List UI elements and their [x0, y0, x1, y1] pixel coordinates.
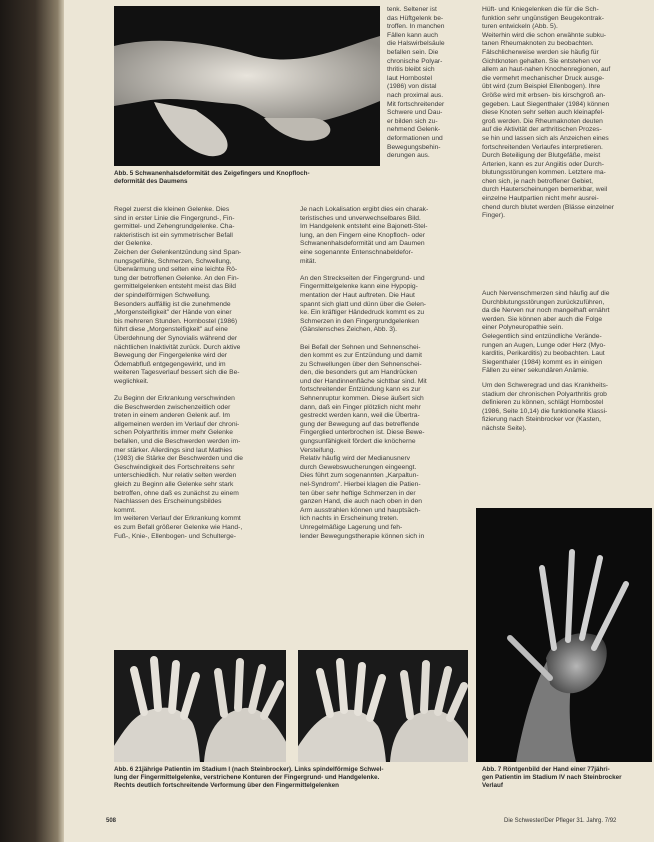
- figure-6-caption: Abb. 6 21jährige Patientin im Stadium I (nach Steinbrocker). Links spindelförmige Schwel- lung der Fingermittelgelenke, verstrichene Konturen der Fingergrund- und Handgelenke. Rechts deutlich fortschreitende Verformung über den Fingermittelgelenken: [114, 766, 384, 789]
- column-right-mid: Auch Nervenschmerzen sind häufig auf die Durchblutungsstörungen zurückzuführen, da die Nerven nur noch mangelhaft ernährt werden. Sie können aber auch die Folge einer Polyneuropathie sein. Gelegentlich sind entzündliche Verände- rungen an Augen, Lunge oder Herz (Myo- karditis, Perikarditis) zu beobachten. Laut Siegenthaler (1984) kommt es in einigen Fällen zu einer sekundären Anämie.: [482, 290, 610, 375]
- figure-5-photo: [114, 6, 380, 166]
- book-spine: [0, 0, 64, 842]
- figure-7-caption: Abb. 7 Röntgenbild der Hand einer 77jähri- gen Patientin im Stadium IV nach Steinbrocker Verlauf: [482, 766, 622, 789]
- figure-6-photo-right: [298, 650, 468, 762]
- column-mid-top: tenk. Seltener ist das Hüftgelenk be- troffen. In manchen Fällen kann auch die Halswirbelsäule befallen sein. Die chronische Polyar- thritis bleibt sich laut Hornbostel (1986) von distal nach proximal aus. Mit fortschreitender Schwere und Dau- er bilden sich zu- nehmend Gelenk- deformationen und Bewegungsbehin- derungen aus.: [387, 6, 445, 160]
- column-right-top: Hüft- und Kniegelenken die für die Sch- funktion sehr ungünstigen Beugekontrak- turen entwickeln (Abb. 5). Weiterhin wird die schon erwähnte subku- tanen Rheumaknoten zu beobachten. Fälschlicherweise werden sie häufig für Gichtknoten gehalten. Sie entstehen vor allem an haut-nahen Knochenregionen, auf die vermehrt mechanischer Druck ausge- übt wird (zum Beispiel Ellenbogen). Ihre Größe wird mit erbsen- bis kirschgroß an- gegeben. Laut Siegenthaler (1984) können diese Knoten sehr selten auch kleinapfel- groß werden. Die Rheumaknoten deuten auf die Aktivität der arthritischen Prozes- se hin und lassen sich als Anzeichen eines fortschreitenden Verlaufes interpretieren. Durch Beteiligung der Blutgefäße, meist Arterien, kann es zur Angiitis oder Durch- blutungsstörungen kommen. Letztere ma- chen sich, je nach betroffener Gebiet, durch Hauterscheinungen bemerkbar, weil einzelne Hautpartien nicht mehr ausrei- chend durch blutet werden (Blässe einzelner Finger).: [482, 6, 614, 220]
- figure-6-photo-left: [114, 650, 286, 762]
- column-mid: Je nach Lokalisation ergibt dies ein charak- teristisches und unverwechselbares Bild. Im Handgelenk entsteht eine Bajonett-Stel- lung, an den Fingern eine Knopfloch- oder Schwanenhalsdeformität und am Daumen eine sogenannte Entenschnabeldefor- mität. An den Streckseiten der Fingergrund- und Fingermittelgelenke kann eine Hypopig- mentation der Haut auftreten. Die Haut spannt sich glatt und dünn über die Gelen- ke. Ein kräftiger Händedruck kommt es zu Schmerzen in den Fingergrundgelenken (Gänslensches Zeichen, Abb. 3). Bei Befall der Sehnen und Sehnenschei- den kommt es zur Entzündung und damit zu Schwellungen über den Sehnenschei- den, die besonders gut am Handrücken und der Handinnenfläche sichtbar sind. Mit fortschreitender Entzündung kann es zur Sehnenruptur kommen. Diese äußert sich dann, daß ein Finger plötzlich nicht mehr gestreckt werden kann, weil die Übertra- gung der Bewegung auf das betreffende Fingerglied unterbrochen ist. Diese Bewe- gungsunfähigkeit fördert die knöcherne Versteifung. Relativ häufig wird der Medianusnerv durch Gewebswucherungen eingeengt. Dies führt zum sogenannten „Karpaltun- nel-Syndrom". Hierbei klagen die Patien- ten über sehr heftige Schmerzen in der ganzen Hand, die auch nach oben in den Arm ausstrahlen können und hauptsäch- lich nachts in Erscheinung treten. Unregelmäßige Lagerung und feh- lender Bewegungstherapie können sich in: [300, 206, 429, 540]
- column-left: Regel zuerst die kleinen Gelenke. Dies sind in erster Linie die Fingergrund-, Fin- germittel- und Zehengrundgelenke. Cha- rakteristisch ist ein symmetrischer Befall der Gelenke. Zeichen der Gelenkentzündung sind Span- nungsgefühle, Schmerzen, Schwellung, Überwärmung und selten eine leichte Rö- tung der betroffenen Gelenke. An den Fin- germittelgelenken entsteht meist das Bild der spindelförmigen Schwellung. Besonders auffällig ist die zunehmende „Morgensteifigkeit" der Hände von einer bis mehreren Stunden. Hornbostel (1986) führt diese „Morgensteifigkeit" auf eine Überdehnung der Synovialis während der nächtlichen Inaktivität zurück. Durch aktive Bewegung der Fingergelenke wird der Ödemabfluß entgegengewirkt, und im weiteren Tagesverlauf bessert sich die Be- weglichkeit. Zu Beginn der Erkrankung verschwinden die Beschwerden zwischenzeitlich oder treten in einem anderen Gelenk auf. Im allgemeinen werden im Verlauf der chroni- schen Polyarthritis immer mehr Gelenke befallen, und die Beschwerden werden im- mer stärker. Allerdings sind laut Mathies (1983) die Stärke der Beschwerden und die Geschwindigkeit des Fortschreitens sehr unterschiedlich. Nur relativ selten werden gleich zu Beginn alle Gelenke sehr stark betroffen, ohne daß es zunächst zu einem Nachlassen des Erscheinungsbildes kommt. Im weiteren Verlauf der Erkrankung kommt es zum Befall größerer Gelenke wie Hand-, Fuß-, Knie-, Ellenbogen- und Schulterge-: [114, 206, 243, 540]
- page-number: 508: [106, 818, 117, 824]
- page: [64, 0, 654, 842]
- figure-5-caption: Abb. 5 Schwanenhalsdeformität des Zeigefingers und Knopfloch- deformität des Daumens: [114, 170, 310, 185]
- journal-footer: Die Schwester/Der Pfleger 31. Jahrg. 7/92: [504, 818, 617, 824]
- column-right-bottom: Um den Schweregrad und das Krankheits- stadium der chronischen Polyarthritis grob definieren zu können, schlägt Hornbostel (1986, Seite 10,14) die funktionelle Klassi- fizierung nach Steinbrocker vor (Kasten, nächste Seite).: [482, 382, 609, 432]
- figure-7-xray: [476, 508, 652, 762]
